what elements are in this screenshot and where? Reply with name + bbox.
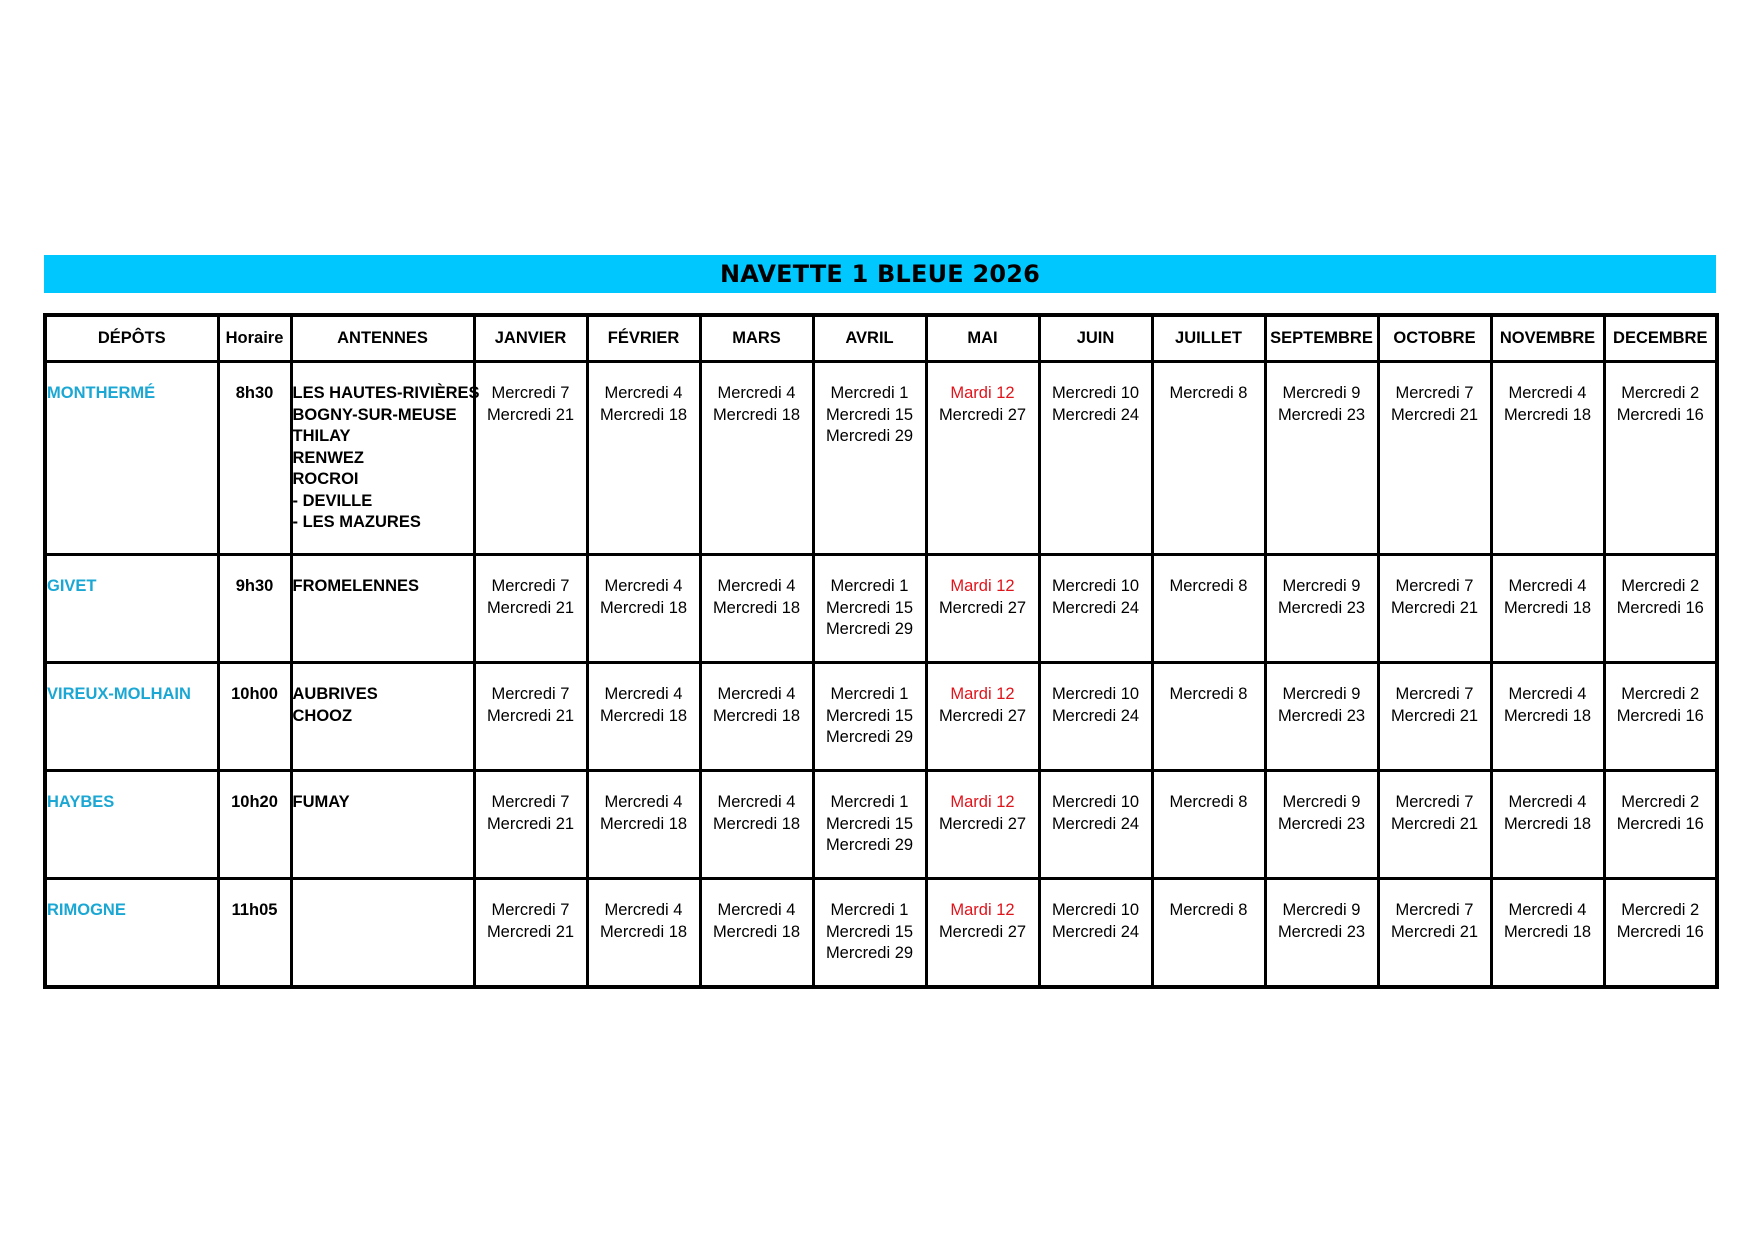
- month-cell: [1152, 555, 1265, 663]
- date-entry: Mercredi 16: [1616, 598, 1704, 617]
- month-cell: [1604, 663, 1717, 771]
- month-cell: [587, 555, 700, 663]
- date-entry: Mercredi 4: [1508, 577, 1587, 595]
- header-juin: JUIN: [1039, 315, 1152, 362]
- date-entry: Mardi 12: [950, 577, 1015, 595]
- antenne-name: BOGNY-SUR-MEUSE: [292, 405, 457, 424]
- month-cell: [1265, 555, 1378, 663]
- month-cell: [1265, 879, 1378, 988]
- date-entry: Mercredi 24: [1051, 814, 1140, 833]
- date-entry: Mercredi 1: [830, 685, 909, 703]
- date-entry: Mercredi 4: [717, 901, 796, 919]
- date-entry: Mercredi 4: [1508, 685, 1587, 703]
- month-cell: [813, 362, 926, 555]
- date-entry: Mercredi 4: [604, 793, 683, 811]
- date-entry: Mercredi 2: [1621, 793, 1700, 811]
- header-depots: DÉPÔTS: [45, 315, 218, 362]
- date-entry: Mercredi 21: [486, 922, 575, 941]
- date-entry: Mercredi 18: [1503, 706, 1592, 725]
- month-cell: [474, 771, 587, 879]
- month-cell: [926, 663, 1039, 771]
- antennes-cell: [291, 771, 474, 879]
- month-cell: [1152, 771, 1265, 879]
- date-entry: Mercredi 18: [712, 922, 801, 941]
- page-title: NAVETTE 1 BLEUE 2026: [719, 260, 1041, 288]
- antennes-cell: [291, 663, 474, 771]
- date-entry: Mercredi 7: [491, 685, 570, 703]
- month-cell: [587, 879, 700, 988]
- date-entry: Mercredi 8: [1169, 901, 1248, 919]
- date-entry: Mercredi 23: [1277, 598, 1366, 617]
- month-cell: [1491, 663, 1604, 771]
- horaire-time: 11h05: [218, 879, 291, 988]
- date-entry: Mercredi 2: [1621, 577, 1700, 595]
- month-cell: [926, 362, 1039, 555]
- date-entry: Mercredi 4: [717, 793, 796, 811]
- month-cell: [926, 555, 1039, 663]
- date-entry: Mercredi 18: [599, 814, 688, 833]
- month-cell: [1604, 879, 1717, 988]
- date-entry: Mercredi 9: [1282, 901, 1361, 919]
- antenne-name: AUBRIVES: [292, 685, 378, 703]
- date-entry: Mercredi 4: [604, 901, 683, 919]
- table-row: [45, 771, 1717, 879]
- date-entry: Mercredi 23: [1277, 706, 1366, 725]
- date-entry: Mercredi 21: [486, 405, 575, 424]
- date-entry: Mercredi 7: [491, 901, 570, 919]
- date-entry: Mercredi 4: [1508, 384, 1587, 402]
- month-cell: [813, 771, 926, 879]
- month-cell: [1039, 771, 1152, 879]
- antennes-cell: [291, 555, 474, 663]
- month-cell: [813, 879, 926, 988]
- date-entry: Mercredi 24: [1051, 405, 1140, 424]
- date-entry: Mercredi 21: [486, 598, 575, 617]
- depot-name: GIVET: [45, 555, 218, 663]
- date-entry: Mercredi 24: [1051, 922, 1140, 941]
- header-avril: AVRIL: [813, 315, 926, 362]
- header-janvier: JANVIER: [474, 315, 587, 362]
- month-cell: [1039, 555, 1152, 663]
- depot-name: MONTHERMÉ: [45, 362, 218, 555]
- table-row: [45, 663, 1717, 771]
- month-cell: [1039, 362, 1152, 555]
- month-cell: [1152, 362, 1265, 555]
- date-entry: Mercredi 1: [830, 577, 909, 595]
- month-cell: [926, 771, 1039, 879]
- date-entry: Mercredi 4: [604, 577, 683, 595]
- date-entry: Mercredi 27: [938, 814, 1027, 833]
- date-entry: Mercredi 7: [1395, 384, 1474, 402]
- date-entry: Mercredi 27: [938, 922, 1027, 941]
- date-entry: Mercredi 18: [712, 405, 801, 424]
- antenne-name: ROCROI: [292, 470, 359, 488]
- month-cell: [700, 555, 813, 663]
- month-cell: [1491, 879, 1604, 988]
- date-entry: Mercredi 4: [717, 685, 796, 703]
- header-septembre: SEPTEMBRE: [1265, 315, 1378, 362]
- date-entry: Mercredi 18: [599, 922, 688, 941]
- header-fevrier: FÉVRIER: [587, 315, 700, 362]
- date-entry: Mercredi 29: [825, 427, 914, 445]
- month-cell: [1265, 362, 1378, 555]
- date-entry: Mercredi 7: [491, 384, 570, 402]
- horaire-time: 8h30: [218, 362, 291, 555]
- date-entry: Mercredi 29: [825, 728, 914, 746]
- date-entry: Mercredi 4: [717, 577, 796, 595]
- table-row: [45, 555, 1717, 663]
- antenne-name: THILAY: [292, 427, 351, 445]
- date-entry: Mardi 12: [950, 685, 1015, 703]
- month-cell: [700, 771, 813, 879]
- date-entry: Mercredi 23: [1277, 405, 1366, 424]
- date-entry: Mercredi 8: [1169, 384, 1248, 402]
- antenne-name: LES HAUTES-RIVIÈRES: [292, 384, 480, 402]
- date-entry: Mercredi 1: [830, 384, 909, 402]
- date-entry: Mercredi 15: [825, 405, 914, 424]
- date-entry: Mercredi 9: [1282, 577, 1361, 595]
- date-entry: Mercredi 15: [825, 922, 914, 941]
- date-entry: Mercredi 7: [491, 793, 570, 811]
- date-entry: Mercredi 18: [1503, 405, 1592, 424]
- date-entry: Mercredi 8: [1169, 577, 1248, 595]
- month-cell: [474, 362, 587, 555]
- date-entry: Mercredi 18: [599, 405, 688, 424]
- antenne-name: FUMAY: [292, 793, 350, 811]
- date-entry: Mercredi 18: [599, 706, 688, 725]
- month-cell: [587, 362, 700, 555]
- month-cell: [1604, 362, 1717, 555]
- date-entry: Mercredi 16: [1616, 405, 1704, 424]
- date-entry: Mercredi 7: [491, 577, 570, 595]
- date-entry: Mercredi 18: [1503, 922, 1592, 941]
- date-entry: Mercredi 21: [486, 706, 575, 725]
- header-horaire: Horaire: [218, 315, 291, 362]
- date-entry: Mercredi 15: [825, 598, 914, 617]
- date-entry: Mercredi 2: [1621, 901, 1700, 919]
- antenne-name: RENWEZ: [292, 448, 364, 467]
- month-cell: [1491, 555, 1604, 663]
- date-entry: Mercredi 29: [825, 836, 914, 854]
- month-cell: [813, 555, 926, 663]
- date-entry: Mercredi 4: [604, 384, 683, 402]
- month-cell: [474, 555, 587, 663]
- date-entry: Mercredi 9: [1282, 685, 1361, 703]
- date-entry: Mercredi 18: [599, 598, 688, 617]
- month-cell: [1378, 879, 1491, 988]
- month-cell: [1039, 663, 1152, 771]
- month-cell: [474, 879, 587, 988]
- date-entry: Mercredi 10: [1051, 685, 1140, 703]
- date-entry: Mercredi 18: [1503, 598, 1592, 617]
- depot-name: RIMOGNE: [45, 879, 218, 988]
- header-mai: MAI: [926, 315, 1039, 362]
- month-cell: [1378, 555, 1491, 663]
- date-entry: Mercredi 4: [604, 685, 683, 703]
- date-entry: Mercredi 4: [1508, 793, 1587, 811]
- date-entry: Mardi 12: [950, 793, 1015, 811]
- date-entry: Mercredi 4: [717, 384, 796, 402]
- date-entry: Mercredi 10: [1051, 577, 1140, 595]
- month-cell: [587, 771, 700, 879]
- table-row: [45, 879, 1717, 988]
- date-entry: Mercredi 7: [1395, 577, 1474, 595]
- date-entry: Mercredi 21: [1390, 814, 1479, 833]
- antenne-name: CHOOZ: [292, 706, 353, 725]
- date-entry: Mercredi 15: [825, 814, 914, 833]
- antenne-name: - DEVILLE: [292, 491, 373, 510]
- date-entry: Mercredi 7: [1395, 901, 1474, 919]
- antenne-name: FROMELENNES: [292, 577, 420, 595]
- date-entry: Mercredi 1: [830, 901, 909, 919]
- date-entry: Mercredi 7: [1395, 685, 1474, 703]
- header-mars: MARS: [700, 315, 813, 362]
- date-entry: Mercredi 15: [825, 706, 914, 725]
- date-entry: Mercredi 21: [1390, 706, 1479, 725]
- antenne-name: - LES MAZURES: [292, 513, 421, 531]
- date-entry: Mercredi 9: [1282, 384, 1361, 402]
- month-cell: [1265, 663, 1378, 771]
- header-novembre: NOVEMBRE: [1491, 315, 1604, 362]
- schedule-table: [43, 313, 1719, 989]
- date-entry: Mardi 12: [950, 901, 1015, 919]
- date-entry: Mercredi 21: [1390, 598, 1479, 617]
- date-entry: Mercredi 10: [1051, 793, 1140, 811]
- month-cell: [700, 663, 813, 771]
- header-row: [45, 315, 1717, 362]
- month-cell: [1265, 771, 1378, 879]
- date-entry: Mercredi 27: [938, 598, 1027, 617]
- date-entry: Mercredi 9: [1282, 793, 1361, 811]
- date-entry: Mercredi 29: [825, 944, 914, 962]
- date-entry: Mercredi 10: [1051, 384, 1140, 402]
- horaire-time: 9h30: [218, 555, 291, 663]
- month-cell: [1604, 771, 1717, 879]
- depot-name: VIREUX-MOLHAIN: [45, 663, 218, 771]
- date-entry: Mercredi 18: [712, 706, 801, 725]
- date-entry: Mercredi 16: [1616, 706, 1704, 725]
- date-entry: Mercredi 21: [1390, 405, 1479, 424]
- date-entry: Mercredi 4: [1508, 901, 1587, 919]
- month-cell: [1152, 879, 1265, 988]
- month-cell: [1604, 555, 1717, 663]
- header-octobre: OCTOBRE: [1378, 315, 1491, 362]
- date-entry: Mercredi 27: [938, 405, 1027, 424]
- date-entry: Mercredi 18: [712, 598, 801, 617]
- title-banner: [44, 255, 1716, 293]
- date-entry: Mercredi 29: [825, 620, 914, 638]
- antennes-cell: [291, 879, 474, 988]
- date-entry: Mercredi 21: [1390, 922, 1479, 941]
- date-entry: Mercredi 24: [1051, 706, 1140, 725]
- month-cell: [474, 663, 587, 771]
- date-entry: Mercredi 27: [938, 706, 1027, 725]
- date-entry: Mercredi 18: [712, 814, 801, 833]
- date-entry: Mercredi 23: [1277, 922, 1366, 941]
- date-entry: Mercredi 8: [1169, 685, 1248, 703]
- date-entry: Mardi 12: [950, 384, 1015, 402]
- date-entry: Mercredi 18: [1503, 814, 1592, 833]
- month-cell: [587, 663, 700, 771]
- date-entry: Mercredi 24: [1051, 598, 1140, 617]
- header-antennes: ANTENNES: [291, 315, 474, 362]
- date-entry: Mercredi 8: [1169, 793, 1248, 811]
- date-entry: Mercredi 21: [486, 814, 575, 833]
- date-entry: Mercredi 16: [1616, 814, 1704, 833]
- date-entry: Mercredi 2: [1621, 384, 1700, 402]
- date-entry: Mercredi 23: [1277, 814, 1366, 833]
- date-entry: Mercredi 7: [1395, 793, 1474, 811]
- month-cell: [1378, 771, 1491, 879]
- month-cell: [1378, 663, 1491, 771]
- month-cell: [1039, 879, 1152, 988]
- month-cell: [1491, 362, 1604, 555]
- table-row: [45, 362, 1717, 555]
- header-decembre: DECEMBRE: [1604, 315, 1717, 362]
- horaire-time: 10h20: [218, 771, 291, 879]
- date-entry: Mercredi 10: [1051, 901, 1140, 919]
- depot-name: HAYBES: [45, 771, 218, 879]
- date-entry: Mercredi 16: [1616, 922, 1704, 941]
- date-entry: Mercredi 1: [830, 793, 909, 811]
- month-cell: [1378, 362, 1491, 555]
- month-cell: [813, 663, 926, 771]
- antennes-cell: [291, 362, 480, 555]
- header-juillet: JUILLET: [1152, 315, 1265, 362]
- month-cell: [926, 879, 1039, 988]
- month-cell: [700, 362, 813, 555]
- month-cell: [700, 879, 813, 988]
- month-cell: [1152, 663, 1265, 771]
- month-cell: [1491, 771, 1604, 879]
- horaire-time: 10h00: [218, 663, 291, 771]
- date-entry: Mercredi 2: [1621, 685, 1700, 703]
